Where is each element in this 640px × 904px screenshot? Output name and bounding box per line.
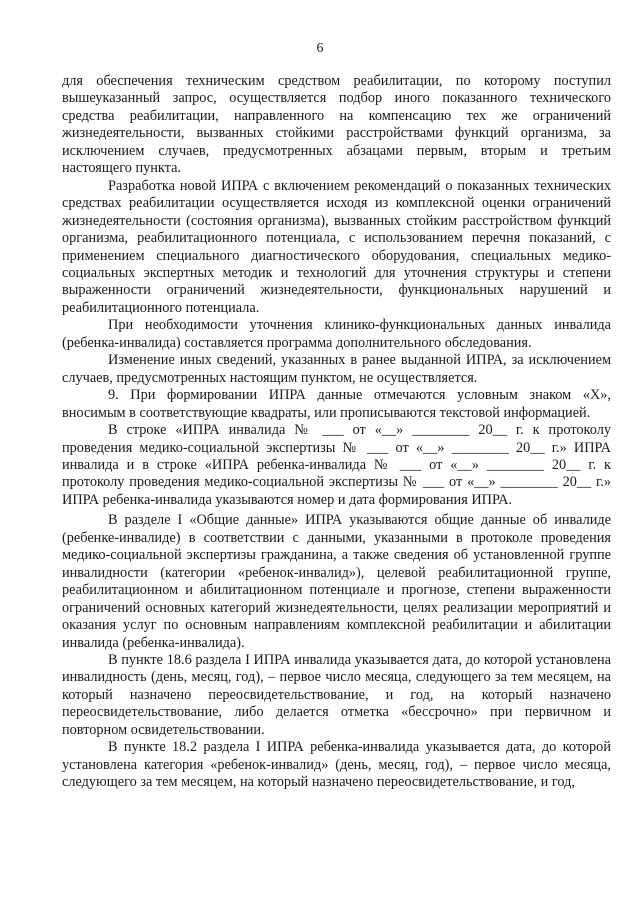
paragraph-continuation: для обеспечения техническим средством реабилитации, по которому поступил вышеуказанный запрос, осуществляется подбор иного показанного технического средства реабилитации, направленного на компенсацию тех же ограничений жизнедеятельности, вызванных стойкими расстройствами функций организма, за исключением случаев, предусмотренных абзацами первым, вторым и третьим настоящего пункта.: [62, 73, 611, 177]
document-body: [62, 73, 611, 792]
page-number: 6: [316, 41, 324, 56]
paragraph-additional-examination: При необходимости уточнения клинико-функциональных данных инвалида (ребенка-инвалида) составляется программа дополнительного обследования.: [62, 317, 611, 351]
paragraph-ipra-number-date: В строке «ИПРА инвалида № ___ от «__» ________ 20__ г. к протоколу проведения медико-социальной экспертизы № ___ от «__» ________ 20__ г.» ИПРА инвалида и в строке «ИПРА ребенка-инвалида № ___ от «__» ________ 20__ г. к протоколу проведения медико-социальной экспертизы № ___ от «__» ________ 20__ г.» ИПРА ребенка-инвалида указываются номер и дата формирования ИПРА.: [62, 422, 611, 508]
paragraph-new-ipra-development: Разработка новой ИПРА с включением рекомендаций о показанных технических средствах реабилитации осуществляется исходя из комплексной оценки ограничений жизнедеятельности (состояния организма), вызванных стойким расстройством функций организма, реабилитационного потенциала, с использованием перечня показаний, с применением специального диагностического оборудования, специальных медико-социальных экспертных методик и технологий для уточнения структуры и степени выраженности ограничений жизнедеятельности, функциональных нарушений и реабилитационного потенциала.: [62, 177, 611, 316]
paragraph-point-18-6: В пункте 18.6 раздела I ИПРА инвалида указывается дата, до которой установлена инвалидность (день, месяц, год), – первое число месяца, следующего за тем месяцем, на который назначено переосвидетельствование, и год, на который назначено переосвидетельствование, либо делается отметка «бессрочно» при первичном и повторном освидетельствовании.: [62, 651, 611, 738]
paragraph-section-1-general-data: В разделе I «Общие данные» ИПРА указываются общие данные об инвалиде (ребенке-инвалиде) в соответствии с данными, указанными в протоколе проведения медико-социальной экспертизы гражданина, а также сведения об установленной группе инвалидности (категории «ребенок-инвалид»), целевой реабилитационной группе, реабилитационном и абилитационном потенциале и прогнозе, степени выраженности ограничений основных категорий жизнедеятельности, целях реализации мероприятий и оказания услуг по основным направлениям комплексной реабилитации и абилитации инвалида (ребенка-инвалида).: [62, 512, 611, 651]
paragraph-point-18-2: В пункте 18.2 раздела I ИПРА ребенка-инвалида указывается дата, до которой установлена категория «ребенок-инвалид» (день, месяц, год), – первое число месяца, следующего за тем месяцем, на который назначено переосвидетельствование, и год,: [62, 739, 611, 791]
paragraph-other-changes: Изменение иных сведений, указанных в ранее выданной ИПРА, за исключением случаев, предусмотренных настоящим пунктом, не осуществляется.: [62, 352, 611, 386]
paragraph-point-9: 9. При формировании ИПРА данные отмечаются условным знаком «Х», вносимым в соответствующие квадраты, или прописываются текстовой информацией.: [62, 387, 611, 421]
